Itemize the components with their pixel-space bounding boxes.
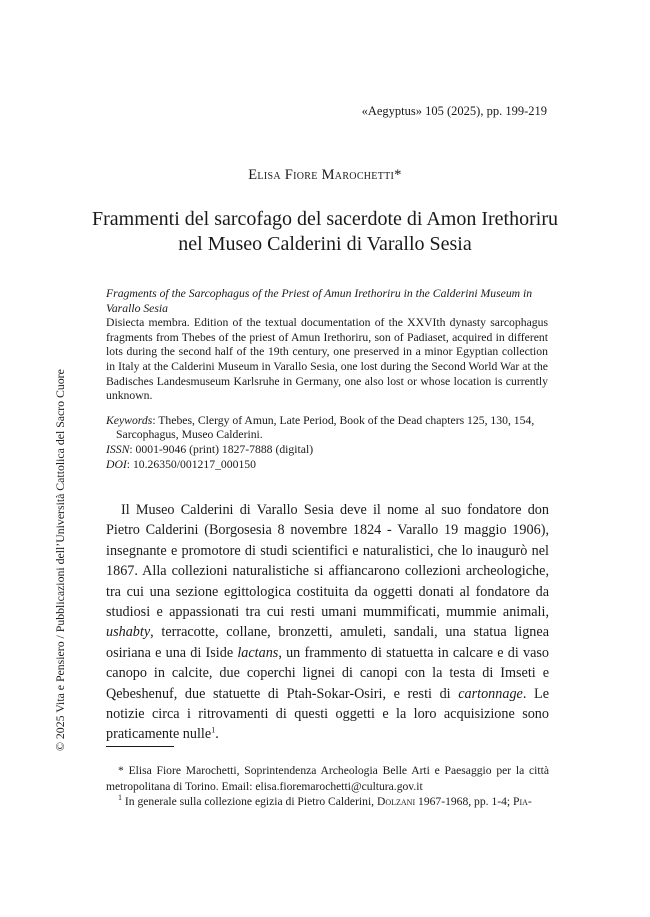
body-text-end: .: [215, 726, 219, 743]
abstract-text: Disiecta membra. Edition of the textual documentation of the XXVIth dynasty sarcophagus fragments from Thebes of the priest of Amun Irethoriru, son of Padiaset, acquired in different lots during the second half of the 19th century, one preserved in a minor Egyptian collection in Italy at the Calderini Museum in Varallo Sesia, one lost during the Second World War at the Badisches Landesmuseum Karlsruhe in Germany, one also lost or whose location is currently unknown.: [106, 316, 548, 403]
title-line-1: Frammenti del sarcofago del sacerdote di Amon Irethoriru: [92, 208, 558, 230]
copyright-side-note: © 2025 Vita e Pensiero / Pubblicazioni dell’Università Cattolica del Sacro Cuore: [53, 369, 67, 751]
author-name: [0, 167, 650, 184]
abstract-block: [106, 287, 548, 472]
body-text-part-4: . Le notizie circa i ritrovamenti di questi oggetti e la loro acquisizione sono praticamente nulle: [106, 685, 549, 743]
title-line-2: nel Museo Calderini di Varallo Sesia: [178, 233, 472, 255]
keywords-line-1: : Thebes, Clergy of Amun, Late Period, Book of the Dead chapters 125, 130, 154,: [152, 413, 535, 427]
footnote-1-text-b: 1967-1968, pp. 1-4;: [415, 795, 514, 809]
author-last-name: Marochetti: [321, 167, 395, 183]
footnote-1-author-pia: Pia-: [513, 795, 532, 809]
body-italic-ushabty: ushabty: [106, 624, 151, 641]
footnote-1-number: 1: [118, 793, 122, 803]
issn: [106, 443, 548, 458]
keywords-label: Keywords: [106, 413, 153, 427]
footnote-author: * Elisa Fiore Marochetti, Soprintendenza Archeologia Belle Arti e Paesaggio per la città metropolitana di Torino. Email: elisa.fioremarochetti@cultura.gov.it: [106, 764, 549, 793]
body-italic-cartonnage: cartonnage: [458, 685, 523, 702]
doi-value: : 10.26350/001217_000150: [126, 457, 256, 471]
running-head: «Aegyptus» 105 (2025), pp. 199-219: [361, 104, 547, 118]
body-text-part-3: , un frammento di statuetta in calcare e di vaso canopo in calcite, due coperchi lignei di canopi con la testa di Imseti e Qebeshenuf, due statuette di Ptah-Sokar-Osiri, e resti di: [106, 644, 549, 702]
footnote-1: [106, 794, 549, 810]
body-paragraph: [106, 500, 549, 745]
article-title: [60, 207, 590, 257]
body-text-part-2: , terracotte, collane, bronzetti, amuleti, sandali, una statua lignea osiriana e una di Iside: [106, 624, 549, 661]
footnote-1-text-a: In generale sulla collezione egizia di Pietro Calderini,: [122, 795, 377, 809]
issn-label: ISSN: [106, 442, 130, 456]
body-text-part-1: Il Museo Calderini di Varallo Sesia deve il nome al suo fondatore don Pietro Calderini (Borgosesia 8 novembre 1824 - Varallo 19 maggio 1906), insegnante e promotore di studi scientifici e naturalistici, che lo inaugurò nel 1867. Alla collezioni naturalistiche si affiancarono collezioni archeologiche, tra cui una sezione egittologica costituita da oggetti donati al fondatore da studiosi e appassionati tra cui resti umani mummificati, mummie animali,: [106, 502, 549, 621]
body-italic-lactans: lactans: [237, 644, 279, 661]
keywords: [106, 414, 548, 443]
issn-value: : 0001-9046 (print) 1827-7888 (digital): [129, 442, 314, 456]
footnotes: [106, 763, 549, 810]
footnote-1-author-dolzani: Dolzani: [376, 795, 416, 809]
author-footnote-mark: *: [394, 167, 402, 183]
body-text: [106, 500, 549, 745]
footnote-reference-1[interactable]: 1: [211, 725, 216, 735]
english-title: Fragments of the Sarcophagus of the Priest of Amun Irethoriru in the Calderini Museum in Varallo Sesia: [106, 287, 533, 315]
doi: [106, 458, 548, 473]
keywords-line-2: Sarcophagus, Museo Calderini.: [116, 428, 263, 442]
author-first-name: Elisa Fiore: [248, 167, 318, 183]
footnote-rule: [106, 746, 174, 747]
doi-label: DOI: [106, 457, 127, 471]
